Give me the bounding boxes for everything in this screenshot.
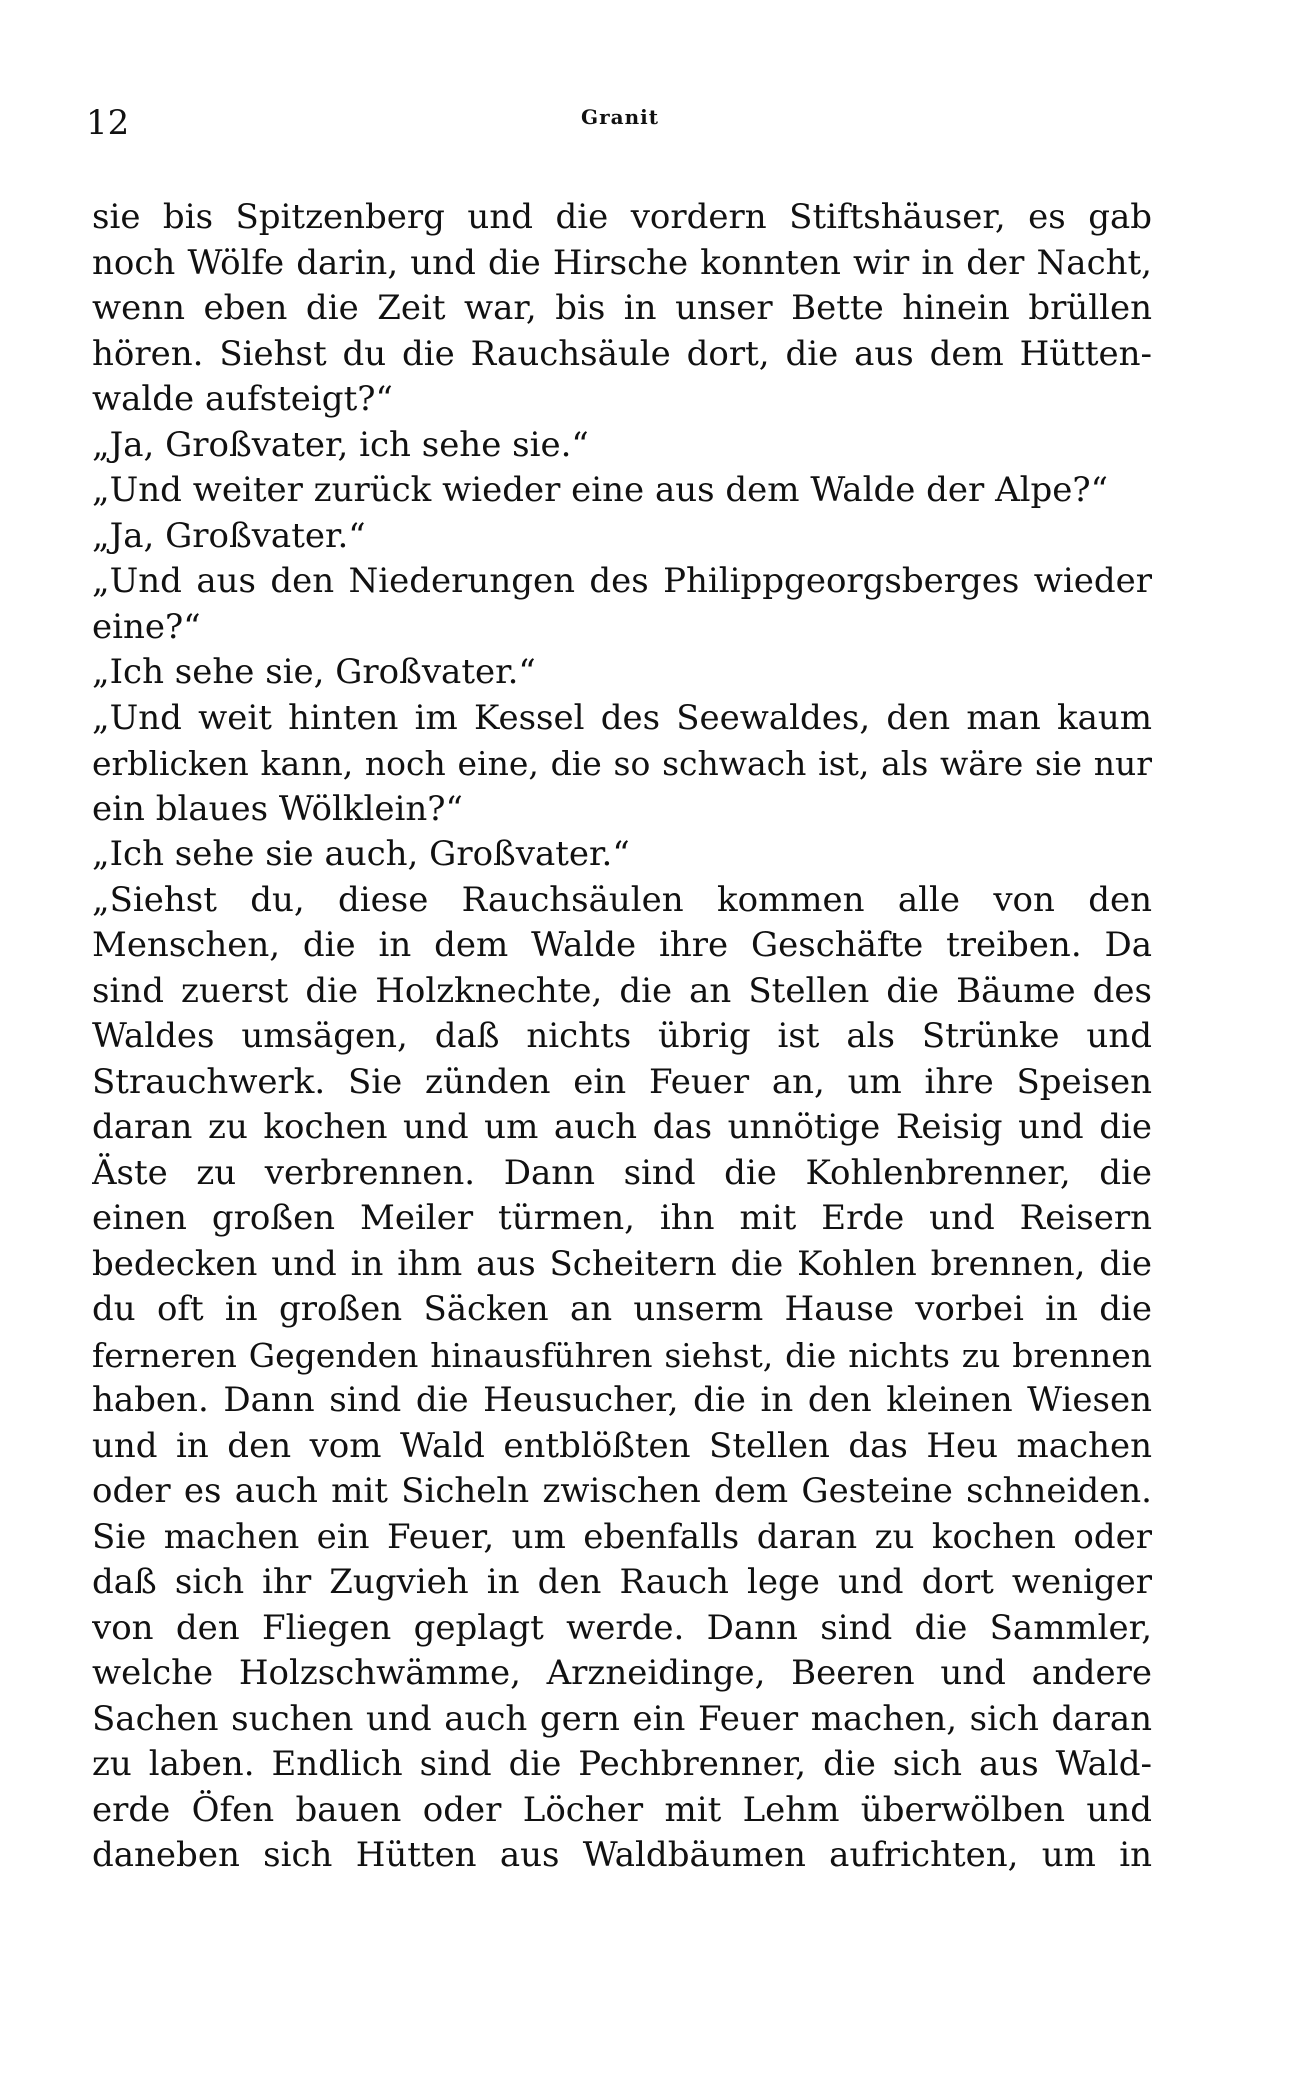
- text-line: daß sich ihr Zugvieh in den Rauch lege und dort weniger: [92, 1562, 1152, 1602]
- text-line: Waldes umsägen, daß nichts übrig ist als Strünke und: [92, 1016, 1152, 1056]
- text-line: Sie machen ein Feuer, um ebenfalls daran zu kochen oder: [92, 1516, 1152, 1557]
- text-line: Äste zu verbrennen. Dann sind die Kohlenbrenner, die: [92, 1152, 1152, 1193]
- text-line: hören. Siehst du die Rauchsäule dort, die aus dem Hütten-: [92, 333, 1152, 374]
- text-line: „Und weiter zurück wieder eine aus dem Walde der Alpe?“: [92, 470, 1109, 510]
- text-line: daran zu kochen und um auch das unnötige Reisig und die: [92, 1107, 1152, 1147]
- text-line: „Ich sehe sie, Großvater.“: [92, 652, 536, 692]
- text-line: du oft in großen Säcken an unserm Hause vorbei in die: [92, 1289, 1152, 1329]
- text-line: Sachen suchen und auch gern ein Feuer machen, sich daran: [92, 1698, 1152, 1739]
- page-number: 12: [86, 103, 130, 143]
- text-line: „Und aus den Niederungen des Philippgeorgsberges wieder: [92, 561, 1152, 601]
- text-line: walde aufsteigt?“: [92, 379, 393, 419]
- text-line: „Ja, Großvater.“: [92, 515, 366, 556]
- running-head: Granit: [581, 105, 659, 129]
- text-line: „Und weit hinten im Kessel des Seewaldes, den man kaum: [92, 697, 1152, 738]
- text-line: zu laben. Endlich sind die Pechbrenner, die sich aus Wald-: [92, 1744, 1152, 1784]
- text-line: „Ja, Großvater, ich sehe sie.“: [92, 424, 589, 465]
- text-line: einen großen Meiler türmen, ihn mit Erde und Reisern: [92, 1198, 1152, 1238]
- text-line: wenn eben die Zeit war, bis in unser Bette hinein brüllen: [92, 288, 1152, 328]
- text-line: daneben sich Hütten aus Waldbäumen aufrichten, um in: [92, 1835, 1152, 1875]
- text-line: „Ich sehe sie auch, Großvater.“: [92, 834, 630, 874]
- text-line: sie bis Spitzenberg und die vordern Stiftshäuser, es gab: [92, 197, 1152, 237]
- text-line: von den Fliegen geplagt werde. Dann sind die Sammler,: [92, 1607, 1152, 1648]
- text-line: Menschen, die in dem Walde ihre Geschäfte treiben. Da: [92, 925, 1152, 965]
- text-line: erde Öfen bauen oder Löcher mit Lehm überwölben und: [92, 1789, 1152, 1830]
- text-line: „Siehst du, diese Rauchsäulen kommen alle von den: [92, 879, 1152, 920]
- text-line: sind zuerst die Holzknechte, die an Stellen die Bäume des: [92, 970, 1152, 1011]
- text-line: erblicken kann, noch eine, die so schwach ist, als wäre sie nur: [92, 744, 1152, 783]
- text-line: ein blaues Wölklein?“: [92, 788, 463, 829]
- body-text: [92, 195, 1152, 1879]
- text-line: bedecken und in ihm aus Scheitern die Kohlen brennen, die: [92, 1243, 1152, 1284]
- text-line: ferneren Gegenden hinausführen siehst, die nichts zu brennen: [92, 1335, 1152, 1375]
- text-line: eine?“: [92, 606, 201, 647]
- text-line: haben. Dann sind die Heusucher, die in den kleinen Wiesen: [92, 1380, 1152, 1420]
- text-line: oder es auch mit Sicheln zwischen dem Gesteine schneiden.: [92, 1471, 1152, 1511]
- text-line: noch Wölfe darin, und die Hirsche konnten wir in der Nacht,: [92, 242, 1152, 283]
- text-line: und in den vom Wald entblößten Stellen das Heu machen: [92, 1425, 1152, 1466]
- text-line: welche Holzschwämme, Arzneidinge, Beeren und andere: [92, 1653, 1152, 1693]
- text-line: Strauchwerk. Sie zünden ein Feuer an, um ihre Speisen: [92, 1061, 1152, 1102]
